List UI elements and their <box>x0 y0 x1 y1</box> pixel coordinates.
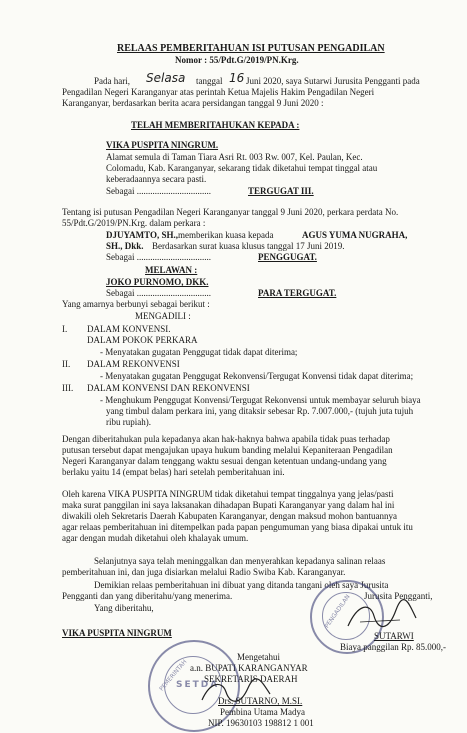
handwritten-date: 16 <box>229 71 245 85</box>
plaintiff-line-1: memberikan kuasa kepada <box>178 230 274 240</box>
sekda-label: SEKRETARIS DAERAH <box>204 674 298 684</box>
verdict-i-title: DALAM KONVENSI. <box>87 324 171 334</box>
plaintiff-name: DJUYAMTO, SH., <box>106 230 179 240</box>
document-number: Nomor : 55/Pdt.G/2019/PN.Krg. <box>175 55 299 65</box>
mengadili-heading: MENGADILI : <box>135 311 191 321</box>
document-title: RELAAS PEMBERITAHUAN ISI PUTUSAN PENGADILAN <box>117 43 385 54</box>
para4-line-1: Demikian relaas pemberitahuan ini dibuat yang ditanda tangani oleh saya Jurusita <box>94 580 389 590</box>
verdict-ii-item: - Menyatakan gugatan Penggugat Rekonvensi/Tergugat Konvensi tidak dapat diterima; <box>100 371 414 381</box>
defendant-name: JOKO PURNOMO, DKK. <box>106 277 209 287</box>
verdict-iii-item-1: - Menghukum Penggugat Konvensi/Tergugat Rekonvensi untuk membayar seluruh biaya <box>100 395 421 405</box>
jurusita-title: Jurusita Pengganti, <box>364 591 433 601</box>
verdict-iii-label: III. <box>62 383 74 393</box>
amar-line: Yang amarnya berbunyi sebagai berikut : <box>62 299 210 309</box>
intro-line-1a: Pada hari, <box>94 76 130 86</box>
defendant-sebagai: Sebagai ................................. <box>106 288 211 298</box>
plaintiff-lawyer: AGUS YUMA NUGRAHA, <box>302 230 408 240</box>
recipient-address-2: Colomadu, Kab. Karanganyar, sekarang tidak diketahui tempat tinggal atau <box>106 163 378 173</box>
regency-stamp: PEMERINTAH SETDA <box>148 640 240 732</box>
para2-line-5: agar dengan mudah diketahui oleh khalayak umum. <box>62 533 249 543</box>
melawan-heading: MELAWAN : <box>145 265 198 275</box>
recipient-role: TERGUGAT III. <box>248 186 314 196</box>
recipient-address-1: Alamat semula di Taman Tiara Asri Rt. 003 Rw. 007, Kel. Paulan, Kec. <box>106 152 363 162</box>
para4-line-2: Pengganti dan yang diberitahu/yang menerima. <box>62 591 233 601</box>
sekda-rank: Pembina Utama Madya <box>220 707 305 717</box>
case-line-2: 55/Pdt.G/2019/PN.Krg. dalam perkara : <box>62 218 206 228</box>
an-bupati-label: a.n. BUPATI KARANGANYAR <box>190 663 308 673</box>
sekda-name: Drs. SUTARNO, M.SI. <box>218 696 303 706</box>
para1-line-1: Dengan diberitahukan pula kepadanya akan hak-haknya bahwa apabila tidak puas terhadap <box>62 434 390 444</box>
case-line-1: Tentang isi putusan Pengadilan Negeri Karanganyar tanggal 9 Juni 2020, perkara perdata No. <box>62 207 399 217</box>
notify-heading: TELAH MEMBERITAHUKAN KEPADA : <box>131 120 300 130</box>
verdict-ii-title: DALAM REKONVENSI <box>87 359 180 369</box>
recipient-name: VIKA PUSPITA NINGRUM. <box>106 140 219 150</box>
plaintiff-sebagai: Sebagai ................................. <box>106 252 211 262</box>
plaintiff-line-2a: SH., Dkk. <box>106 241 144 251</box>
jurusita-signature <box>340 596 420 636</box>
biaya-panggilan: Biaya panggilan Rp. 85.000,- <box>340 642 446 652</box>
sekda-nip: NIP. 19630103 198812 1 001 <box>208 718 314 728</box>
intro-line-2: Pengadilan Negeri Karanganyar atas perintah Ketua Majelis Hakim Pengadilan Negeri <box>62 87 375 97</box>
intro-line-3: Karanganyar, berdasarkan berita acara persidangan tanggal 9 Juni 2020 : <box>62 98 324 108</box>
para1-line-3: Negeri Karanganyar dalam tenggang waktu sesuai dengan ketentuan undang-undang yang <box>62 456 387 466</box>
verdict-iii-item-3: ribu rupiah). <box>106 417 151 427</box>
plaintiff-role: PENGGUGAT. <box>258 252 317 262</box>
para2-line-2: maka surat panggilan ini saya laksanakan dihadapan Bupati Karanganyar yang dalam hal ini <box>62 500 395 510</box>
plaintiff-line-2b: Berdasarkan surat kuasa klusus tanggal 17 Juni 2019. <box>152 241 345 251</box>
para3-line-1: Selanjutnya saya telah meninggalkan dan menyerahkan kepadanya salinan relaas <box>94 556 386 566</box>
para3-line-2: pemberitahuan ini, dan juga disiarkan melalui Radio Swiba Kab. Karanganyar. <box>62 567 346 577</box>
verdict-iii-title: DALAM KONVENSI DAN REKONVENSI <box>87 383 250 393</box>
para2-line-3: diwakili oleh Sekretaris Daerah Kabupaten Karanganyar, dengan maksud mohon bantuannya <box>62 511 398 521</box>
intro-line-1c: Juni 2020, saya Sutarwi Jurusita Pengganti pada <box>246 76 420 86</box>
recipient-sebagai: Sebagai ................................. <box>106 186 211 196</box>
verdict-ii-label: II. <box>62 359 71 369</box>
recipient-address-3: keberadaannya secara pasti. <box>106 174 207 184</box>
recipient-signature-name: VIKA PUSPITA NINGRUM <box>62 628 172 638</box>
verdict-i-sub: DALAM POKOK PERKARA <box>87 335 198 345</box>
verdict-i-label: I. <box>62 324 68 334</box>
verdict-i-item: - Menyatakan gugatan Penggugat tidak dapat diterima; <box>100 347 298 357</box>
court-stamp: PENGADILAN <box>310 580 384 654</box>
jurusita-name: SUTARWI <box>374 631 414 641</box>
para1-line-2: putusan tersebut dapat mengajukan upaya hukum banding melalui Kepaniteraan Pengadilan <box>62 445 393 455</box>
mengetahui-label: Mengetahui <box>237 652 280 662</box>
defendant-role: PARA TERGUGAT. <box>258 288 337 298</box>
diberitahu-label: Yang diberitahu, <box>94 603 154 613</box>
para2-line-4: agar relaas pemberitahuan ini ditempelkan pada papan pengumuman yang biasa dipakai untuk itu <box>62 522 413 532</box>
handwritten-day: Selasa <box>146 71 186 85</box>
intro-line-1b: tanggal <box>196 76 223 86</box>
verdict-iii-item-2: yang timbul dalam perkara ini, yang ditaksir sebesar Rp. 7.007.000,- (tujuh juta tujuh <box>106 406 414 416</box>
para1-line-4: berlaku yaitu 14 (empat belas) hari setelah pemberitahuan ini. <box>62 467 285 477</box>
para2-line-1: Oleh karena VIKA PUSPITA NINGRUM tidak diketahui tempat tinggalnya yang jelas/pasti <box>62 489 394 499</box>
